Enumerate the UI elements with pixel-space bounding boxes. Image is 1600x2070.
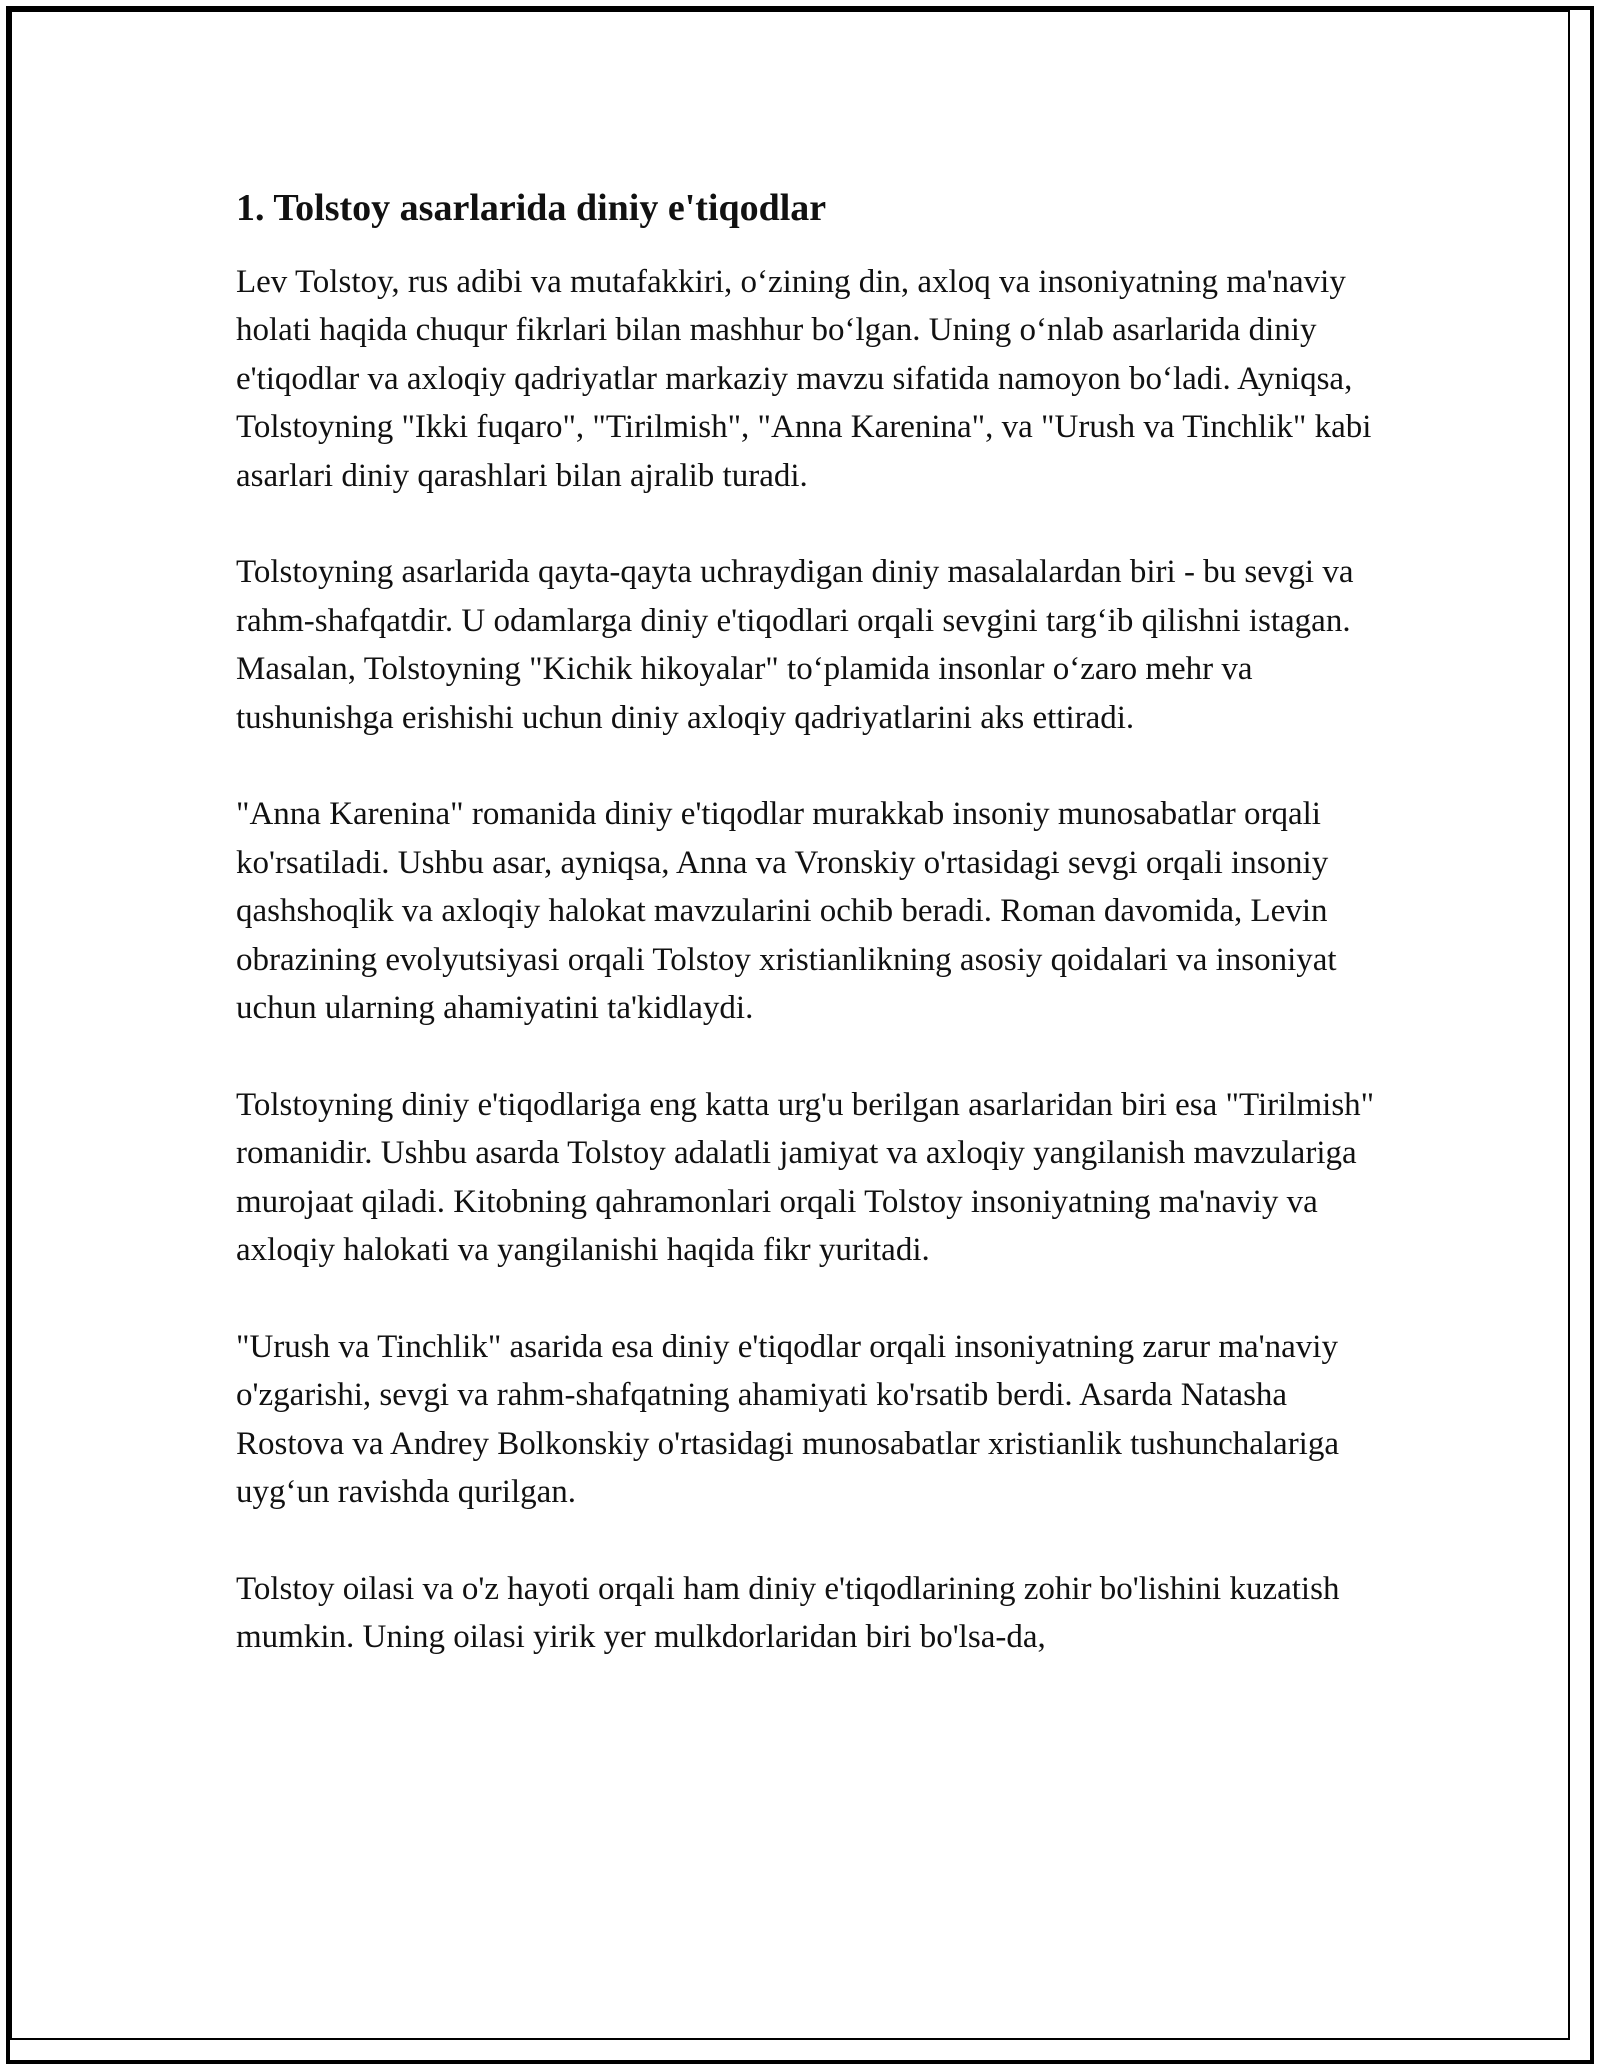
paragraph-5: "Urush va Tinchlik" asarida esa diniy e'tiqodlar orqali insoniyatning zarur ma'naviy o'zgarishi, sevgi va rahm-shafqatning ahamiyati ko'rsatib berdi. Asarda Natasha Rostova va Andrey Bolkonskiy o'rtasidagi munosabatlar xristianlik tushunchalariga uyg‘un ravishda qurilgan. [236, 1328, 1340, 1511]
paragraph-2: Tolstoyning asarlarida qayta-qayta uchraydigan diniy masalalardan biri - bu sevgi va rahm-shafqatdir. U odamlarga diniy e'tiqodlari orqali sevgini targ‘ib qilishni istagan. Masalan, Tolstoyning "Kichik hikoyalar" to‘plamida insonlar o‘zaro mehr va tushunishga erishishi uchun diniy axloqiy qadriyatlarini aks ettiradi. [236, 554, 1354, 736]
document-body [236, 180, 1376, 1710]
paragraph-6: Tolstoy oilasi va o'z hayoti orqali ham diniy e'tiqodlarining zohir bo'lishini kuzatish mumkin. Uning oilasi yirik yer mulkdorlaridan biri bo'lsa-da, [236, 1570, 1340, 1656]
section-heading: 1. Tolstoy asarlarida diniy e'tiqodlar [236, 187, 827, 229]
paragraph-1: Lev Tolstoy, rus adibi va mutafakkiri, o‘zining din, axloq va insoniyatning ma'naviy holati haqida chuqur fikrlari bilan mashhur bo‘lgan. Uning o‘nlab asarlarida diniy e'tiqodlar va axloqiy qadriyatlar markaziy mavzu sifatida namoyon bo‘ladi. Ayniqsa, Tolstoyning "Ikki fuqaro", "Tirilmish", "Anna Karenina", va "Urush va Tinchlik" kabi asarlari diniy qarashlari bilan ajralib turadi. [236, 264, 1372, 494]
paragraph-3: "Anna Karenina" romanida diniy e'tiqodlar murakkab insoniy munosabatlar orqali ko'rsatiladi. Ushbu asar, ayniqsa, Anna va Vronskiy o'rtasidagi sevgi orqali insoniy qashshoqlik va axloqiy halokat mavzularini ochib beradi. Roman davomida, Levin obrazining evolyutsiyasi orqali Tolstoy xristianlikning asosiy qoidalari va insoniyat uchun ularning ahamiyatini ta'kidlaydi. [236, 796, 1337, 1027]
paragraph-4: Tolstoyning diniy e'tiqodlariga eng katta urg'u berilgan asarlaridan biri esa "Tirilmish" romanidir. Ushbu asarda Tolstoy adalatli jamiyat va axloqiy yangilanish mavzulariga murojaat qiladi. Kitobning qahramonlari orqali Tolstoy insoniyatning ma'naviy va axloqiy halokati va yangilanishi haqida fikr yuritadi. [236, 1086, 1375, 1269]
